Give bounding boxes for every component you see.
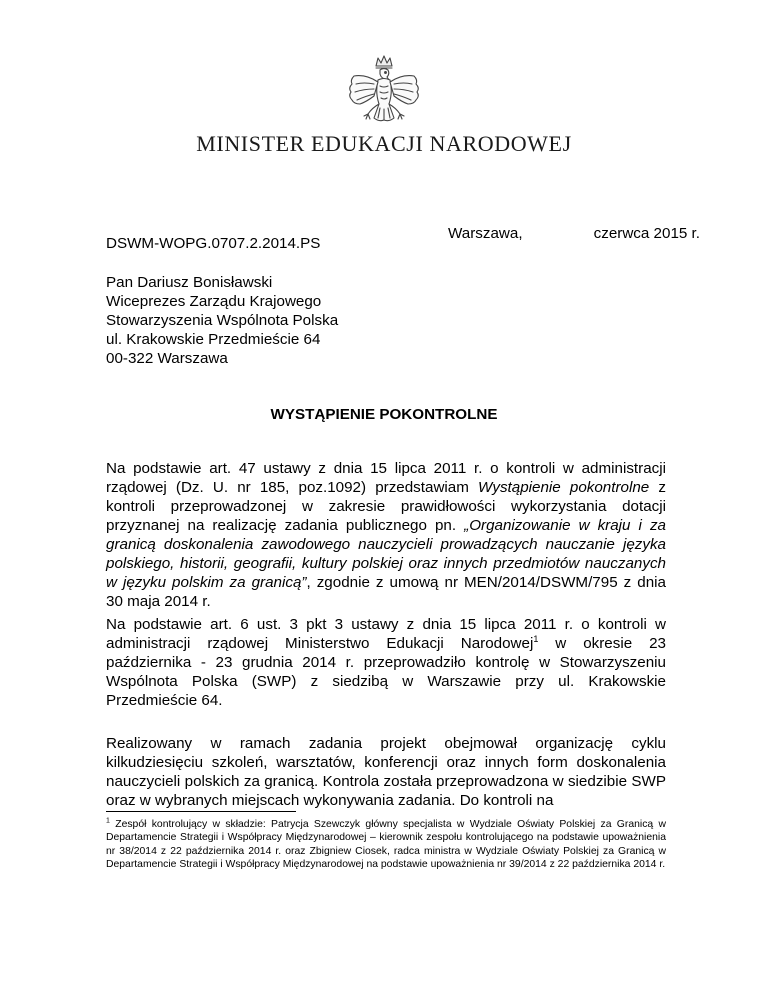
p1-text-c: z kontroli przeprowadzonej w zakresie prawidłowości wykorzystania dotacji przyznanej na realizację zadania publicznego pn. xyxy=(106,479,666,534)
footnote xyxy=(106,818,666,872)
footnote-reference: 1 xyxy=(533,633,539,644)
paragraph-inspection xyxy=(106,615,666,710)
p1-task-name: „Organizowanie w kraju i za granicą doskonalenia zawodowego nauczycieli prowadzących nauczanie języka polskiego, historii, geografii, kultury polskiej oraz innych przedmiotów nauczanych w języku polskim za granicą” xyxy=(106,517,667,591)
paragraph-legal-basis xyxy=(106,459,666,611)
ministry-name: MINISTER EDUKACJI NARODOWEJ xyxy=(196,131,572,156)
eagle-emblem-icon xyxy=(344,52,424,134)
letter-date: czerwca 2015 r. xyxy=(593,225,700,242)
p1-text-a: Na podstawie art. 47 ustawy z dnia 15 lipca 2011 r. o kontroli w administracji rządowej (Dz. U. nr 185, poz.1092) przedstawiam xyxy=(106,460,666,496)
recipient-name: Pan Dariusz Bonisławski xyxy=(106,274,273,291)
p1-doc-name: Wystąpienie pokontrolne xyxy=(478,479,650,496)
reference-number: DSWM-WOPG.0707.2.2014.PS xyxy=(106,235,321,252)
document-title: WYSTĄPIENIE POKONTROLNE xyxy=(270,406,498,423)
p1-text-e: , zgodnie z umową nr MEN/2014/DSWM/795 z dnia 30 maja 2014 r. xyxy=(106,574,666,610)
footnote-number: 1 xyxy=(106,817,110,825)
footnote-text: Zespół kontrolujący w składzie: Patrycja Szewczyk główny specjalista w Wydziale Oświaty Polskiej za Granicą w Departamencie Strategii i Współpracy Międzynarodowej – kierownik zespołu kontrolującego na podstawie upoważnienia nr 38/2014 z 22 października 2014 r. oraz Zbigniew Ciosek, radca ministra w Wydziale Oświaty Polskiej za Granicą w Departamencie Strategii i Współpracy Międzynarodowej na podstawie upoważnienia nr 39/2014 z 22 października 2014 r. xyxy=(106,819,666,871)
recipient-address xyxy=(106,273,338,368)
recipient-street: ul. Krakowskie Przedmieście 64 xyxy=(106,331,321,348)
p2-text-a: Na podstawie art. 6 ust. 3 pkt 3 ustawy z dnia 15 lipca 2011 r. o kontroli w administracji rządowej Ministerstwo Edukacji Narodowej xyxy=(106,616,666,652)
recipient-position: Wiceprezes Zarządu Krajowego xyxy=(106,293,322,310)
footnote-separator xyxy=(106,811,296,812)
recipient-city: 00-322 Warszawa xyxy=(106,350,228,367)
paragraph-project: Realizowany w ramach zadania projekt obejmował organizację cyklu kilkudziesięciu szkoleń, warsztatów, konferencji oraz innych form doskonalenia nauczycieli polskich za granicą. Kontrola została przeprowadzona w siedzibie SWP oraz w wybranych miejscach wykonywania zadania. Do kontroli na xyxy=(106,735,666,809)
letter-place: Warszawa, xyxy=(448,225,523,242)
recipient-organization: Stowarzyszenia Wspólnota Polska xyxy=(106,312,339,329)
p2-text-b: w okresie 23 października - 23 grudnia 2014 r. przeprowadziło kontrolę w Stowarzyszeniu Wspólnota Polska (SWP) z siedzibą w Warszawie przy ul. Krakowskie Przedmieście 64. xyxy=(106,635,666,709)
